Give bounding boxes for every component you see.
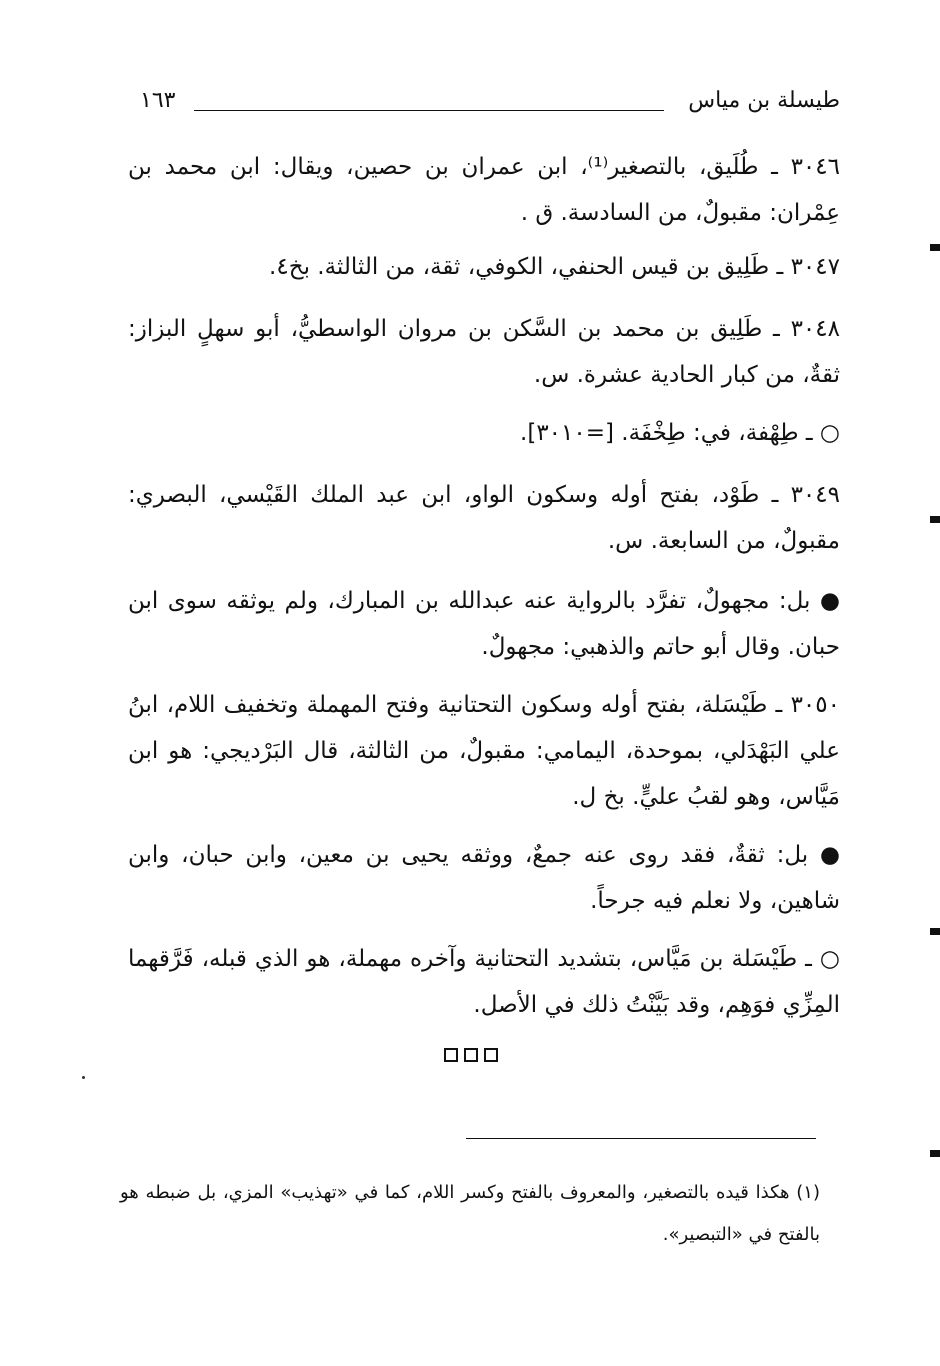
page-number: ١٦٣ [140,88,176,113]
section-divider [444,1048,498,1062]
margin-mark [930,244,940,251]
entry-taysala: ○ ـ طَيْسَلة بن مَيَّاس، بتشديد التحتانية وآخره مهملة، هو الذي قبله، فَرَّقهما المِزِّي فوَهِم، وقد بَيَّنْتُ ذلك في الأصل. [128,946,840,1018]
header-title: طيسلة بن مياس [688,88,840,113]
entry-3049: ٣٠٤٩ ـ طَوْد، بفتح أوله وسكون الواو، ابن عبد الملك القَيْسي، البصري: مقبولٌ، من السابعة. س. [128,482,840,554]
margin-mark [930,928,940,935]
entry-3050-note: ● بل: ثقةٌ، فقد روى عنه جمعٌ، ووثقه يحيى بن معين، وابن حبان، وابن شاهين، ولا نعلم فيه جرحاً. [128,842,840,914]
entry-3048: ٣٠٤٨ ـ طَلِيق بن محمد بن السَّكن بن مروان الواسطيُّ، أبو سهلٍ البزاز: ثقةٌ، من كبار الحادية عشرة. س. [128,316,840,388]
divider-box [484,1048,498,1062]
stray-dot [82,1076,85,1079]
entry-3047: ٣٠٤٧ ـ طَلِيق بن قيس الحنفي، الكوفي، ثقة، من الثالثة. بخ٤. [269,254,840,280]
margin-mark [930,1150,940,1157]
running-header [140,82,840,122]
entry-3046: ٣٠٤٦ ـ طُلَيق، بالتصغير⁽¹⁾، ابن عمران بن حصين، ويقال: ابن محمد بن عِمْران: مقبولٌ، من السادسة. ق . [128,154,840,226]
entry-3050: ٣٠٥٠ ـ طَيْسَلة، بفتح أوله وسكون التحتانية وفتح المهملة وتخفيف اللام، ابنُ علي البَهْدَلي، بموحدة، اليمامي: مقبولٌ، من الثالثة، قال البَرْديجي: هو ابن مَيَّاس، وهو لقبُ عليٍّ. بخ ل. [128,692,840,810]
footnote: (١) هكذا قيده بالتصغير، والمعروف بالفتح وكسر اللام، كما في «تهذيب» المزي، بل ضبطه هو بالفتح في «التبصير». [120,1182,820,1245]
margin-mark [930,516,940,523]
entry-3049-note: ● بل: مجهولٌ، تفرَّد بالرواية عنه عبدالله بن المبارك، ولم يوثقه سوى ابن حبان. وقال أبو حاتم والذهبي: مجهولٌ. [128,588,840,660]
divider-box [444,1048,458,1062]
header-rule [194,110,664,111]
entry-tihfa: ○ ـ طِهْفة، في: طِخْفَة. [=٣٠١٠]. [520,420,840,446]
footnote-rule [466,1138,816,1139]
divider-box [464,1048,478,1062]
